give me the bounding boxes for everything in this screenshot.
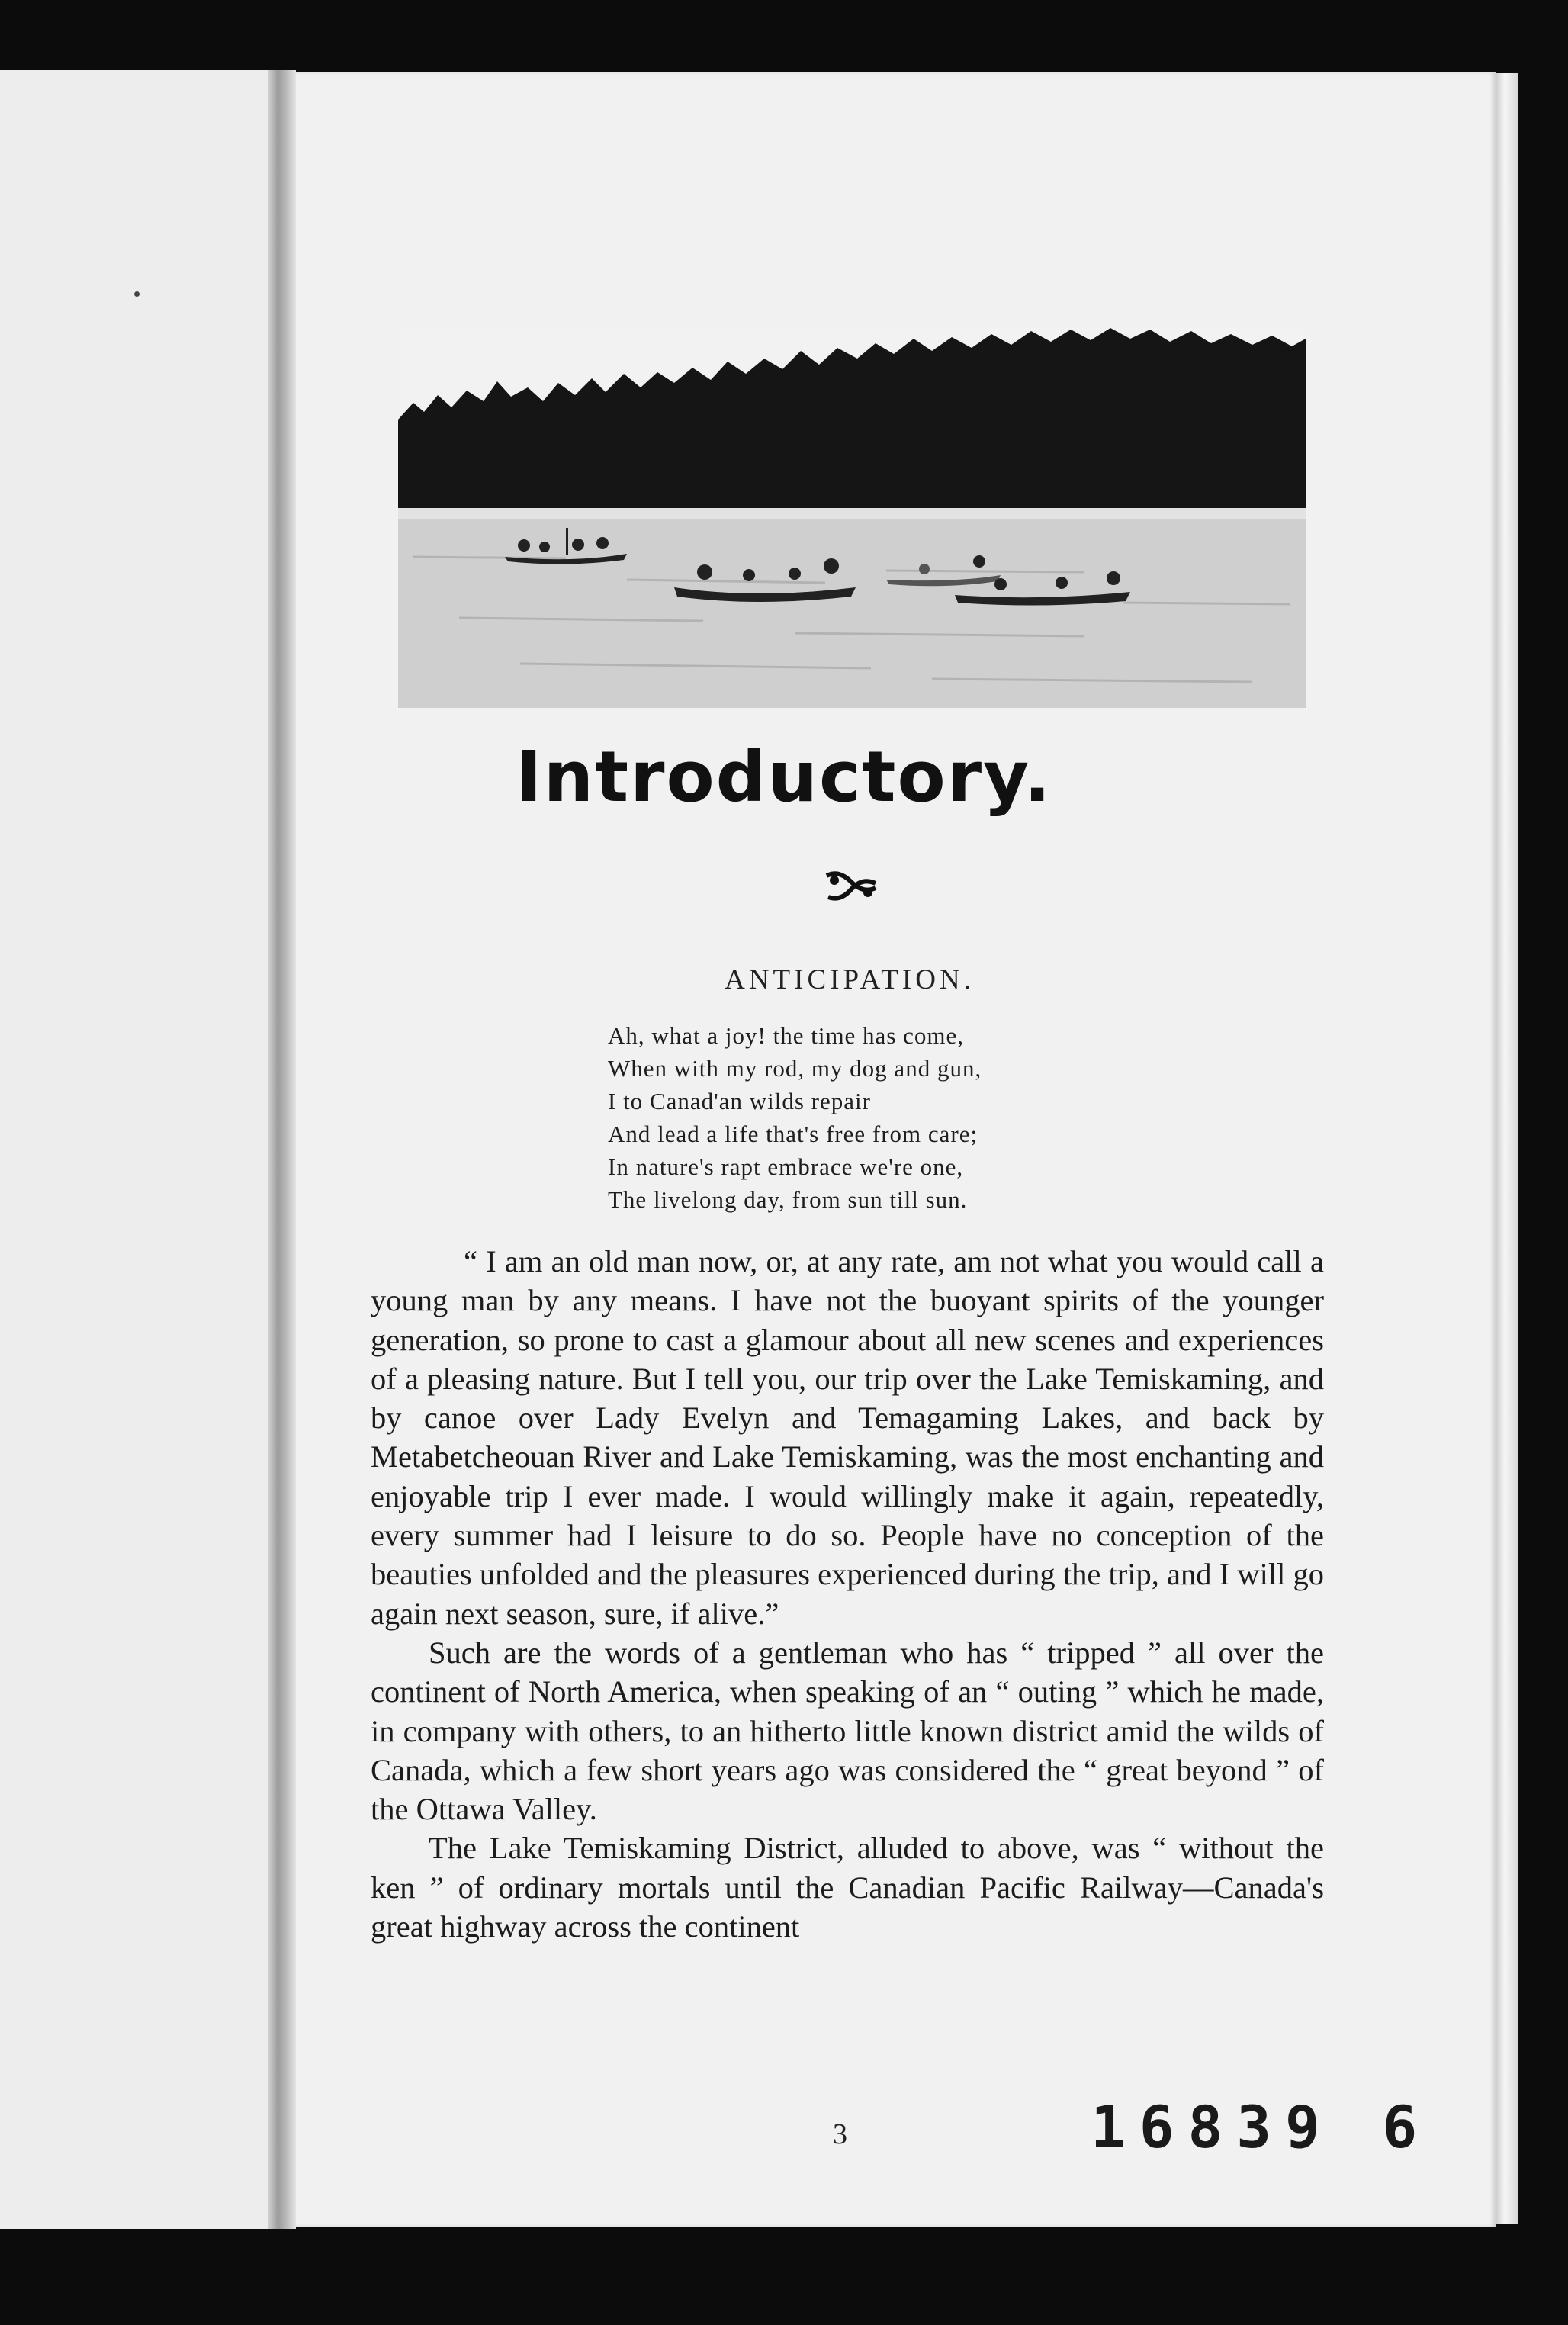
poem — [608, 1019, 1187, 1216]
photo-illustration — [398, 328, 1306, 708]
fleuron-icon — [824, 868, 879, 903]
paragraph: The Lake Temiskaming District, alluded to above, was “ without the ken ” of ordinary mortals until the Canadian Pacific Railway—Canada's great highway across the continent — [371, 1831, 1324, 1944]
poem-line: And lead a life that's free from care; — [608, 1121, 978, 1147]
poem-line: Ah, what a joy! the time has come, — [608, 1022, 965, 1049]
book-gutter — [268, 70, 296, 2229]
poem-line: I to Canad'an wilds repair — [608, 1088, 871, 1114]
poem-line: The livelong day, from sun till sun. — [608, 1186, 968, 1213]
page-edge — [1496, 73, 1518, 2224]
page-number: 3 — [833, 2118, 847, 2150]
body-text — [371, 1242, 1324, 1946]
canoes-on-lake-photo — [398, 328, 1306, 708]
poem-line: When with my rod, my dog and gun, — [608, 1055, 982, 1082]
paragraph: “ I am an old man now, or, at any rate, am not what you would call a young man by any means. I have not the buoyant spirits of the younger generation, so prone to cast a glamour about all new scenes and experiences of a pleasing nature. But I tell you, our trip over the Lake Temiskaming, and by canoe over Lady Evelyn and Temagaming Lakes, and back by Metabetcheouan River and Lake Temiskaming, was the most enchanting and enjoyable trip I ever made. I would willingly make it again, repeatedly, every summer had I leisure to do so. People have no conception of the beauties unfolded and the pleasures experienced during the trip, and I will go again next season, sure, if alive.” — [371, 1244, 1324, 1631]
paragraph: Such are the words of a gentleman who has “ tripped ” all over the continent of North America, when speaking of an “ outing ” which he made, in company with others, to an hitherto little known district amid the wilds of Canada, which a few short years ago was considered the “ great beyond ” of the Ottawa Valley. — [371, 1635, 1324, 1827]
poem-title: ANTICIPATION. — [725, 964, 975, 995]
speck — [134, 291, 140, 297]
catalog-stamp: 16839 6 — [1091, 2093, 1431, 2161]
page-title: Introductory. — [516, 736, 1052, 818]
poem-line: In nature's rapt embrace we're one, — [608, 1153, 964, 1180]
blank-facing-page — [0, 70, 268, 2229]
